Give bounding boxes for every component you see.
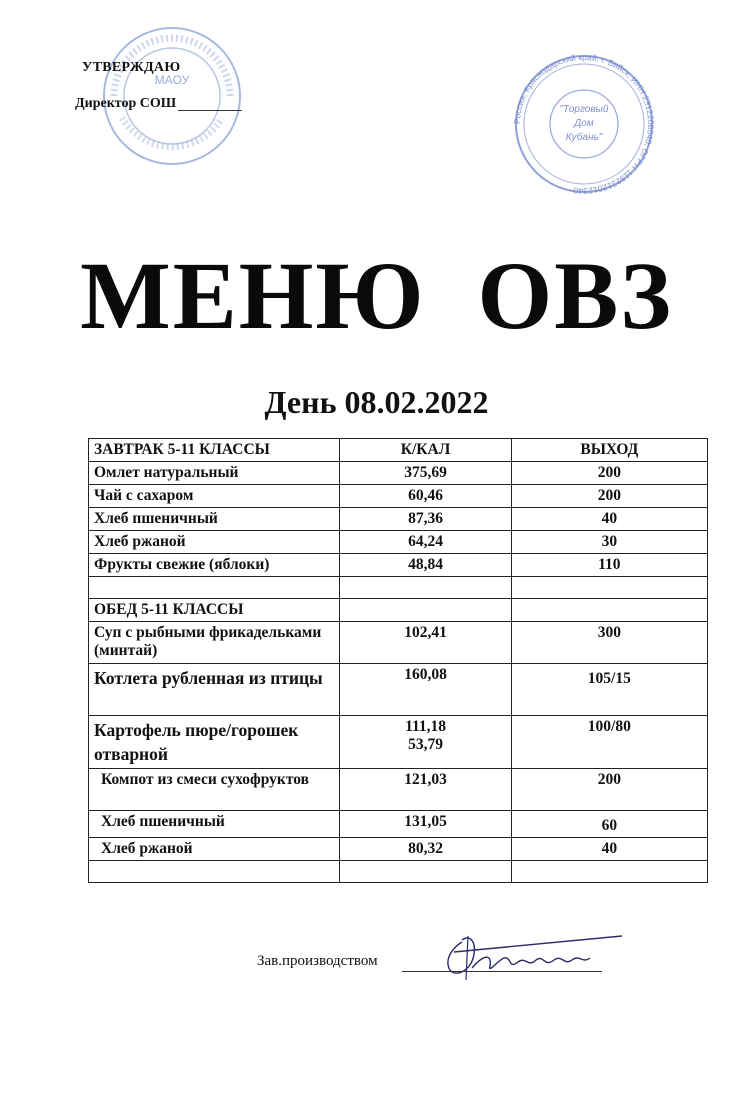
lunch-title: ОБЕД 5-11 КЛАССЫ: [89, 599, 340, 622]
header-kcal: К/КАЛ: [340, 439, 511, 462]
table-row: [89, 769, 708, 811]
dish-kcal: 64,24: [340, 531, 511, 554]
header-breakfast: ЗАВТРАК 5-11 КЛАССЫ: [89, 439, 340, 462]
table-row: [89, 622, 708, 664]
production-manager-label: Зав.производством: [257, 953, 378, 969]
dish-output: 300: [511, 622, 707, 664]
director-signature-line: [178, 110, 242, 111]
empty-row: [89, 577, 708, 599]
director-label: Директор СОШ: [75, 96, 177, 111]
table-row: [89, 716, 708, 769]
dish-output: 200: [511, 769, 707, 811]
table-row: [89, 462, 708, 485]
table-row: [89, 554, 708, 577]
header-output: ВЫХОД: [511, 439, 707, 462]
table-row: [89, 811, 708, 838]
dish-kcal: 102,41: [340, 622, 511, 664]
menu-table: [88, 438, 708, 883]
table-header-row: [89, 439, 708, 462]
day-date-label: День 08.02.2022: [264, 384, 489, 420]
stamp-right-line1: "Торговый: [559, 104, 609, 115]
dish-name: Хлеб пшеничный: [89, 508, 340, 531]
dish-name: Хлеб ржаной: [89, 531, 340, 554]
table-row: [89, 838, 708, 861]
dish-name: Хлеб пшеничный: [89, 811, 340, 838]
dish-name: Фрукты свежие (яблоки): [89, 554, 340, 577]
dish-output: 60: [511, 811, 707, 838]
organization-stamp-right: [504, 48, 662, 198]
dish-kcal: 375,69: [340, 462, 511, 485]
stamp-left-text: МАОУ: [154, 73, 190, 87]
signature-mark: [432, 930, 622, 986]
dish-kcal: 80,32: [340, 838, 511, 861]
dish-kcal-cell: [340, 716, 511, 769]
empty-row: [89, 861, 708, 883]
production-signature-line: [402, 971, 602, 972]
dish-output: 40: [511, 838, 707, 861]
svg-text:Россия, Краснодарский край, г.: [512, 52, 656, 196]
table-row: [89, 508, 708, 531]
dish-kcal: 48,84: [340, 554, 511, 577]
page-title: МЕНЮ ОВЗ: [80, 242, 673, 349]
dish-name: Компот из смеси сухофруктов: [89, 769, 340, 811]
dish-output: 30: [511, 531, 707, 554]
dish-name: Картофель пюре/горошек отварной: [89, 716, 340, 769]
dish-output: 200: [511, 485, 707, 508]
stamp-right-line2: Дом: [574, 118, 594, 129]
approve-label: УТВЕРЖДАЮ: [82, 60, 181, 75]
dish-kcal: 160,08: [340, 664, 511, 716]
dish-name: Котлета рубленная из птицы: [89, 664, 340, 716]
dish-name: Хлеб ржаной: [89, 838, 340, 861]
dish-output: 105/15: [511, 664, 707, 716]
dish-output: 110: [511, 554, 707, 577]
dish-name: Омлет натуральный: [89, 462, 340, 485]
dish-kcal: 121,03: [340, 769, 511, 811]
stamp-right-ring-text: Россия, Краснодарский край, г. Бийск, ИНН 2312208640, ОГРН 1132312012340: [511, 51, 657, 197]
table-row: [89, 531, 708, 554]
dish-kcal-second: 53,79: [408, 736, 443, 753]
dish-kcal: 111,18: [405, 718, 446, 735]
dish-name: Чай с сахаром: [89, 485, 340, 508]
dish-output: 200: [511, 462, 707, 485]
table-row: [89, 485, 708, 508]
dish-kcal: 60,46: [340, 485, 511, 508]
stamp-right-line3: Кубань": [565, 132, 603, 143]
lunch-header-row: [89, 599, 708, 622]
dish-output: 100/80: [511, 716, 707, 769]
table-row: [89, 664, 708, 716]
dish-name: Суп с рыбными фрикадельками (минтай): [89, 622, 340, 664]
dish-output: 40: [511, 508, 707, 531]
dish-kcal: 131,05: [340, 811, 511, 838]
dish-kcal: 87,36: [340, 508, 511, 531]
